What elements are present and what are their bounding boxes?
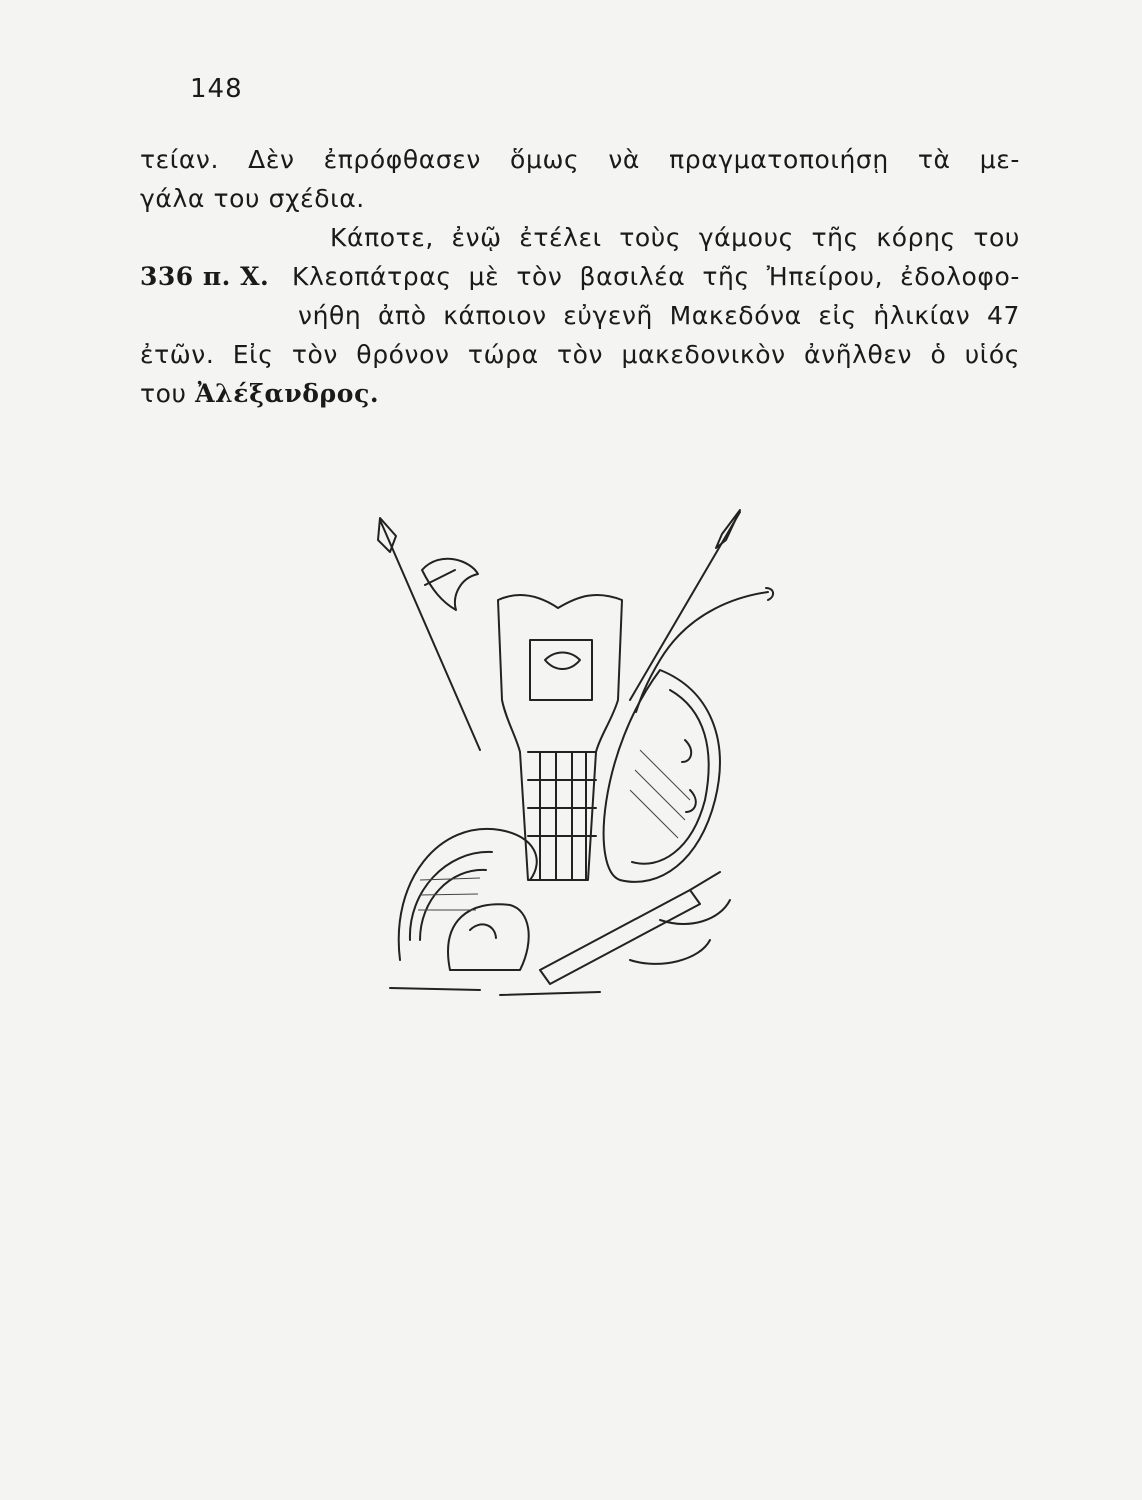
shield-drawing — [604, 670, 720, 882]
text-line: γάλα του σχέδια. — [140, 184, 365, 213]
sword-drawing — [540, 872, 730, 984]
marginal-date: 336 π. Χ. — [140, 262, 270, 291]
text-line: νήθη ἀπὸ κάποιον εὐγενῆ Μακεδόνα εἰς ἡλικίαν 47 — [298, 301, 1020, 330]
text-line: τείαν. Δὲν ἐπρόφθασεν ὅμως νὰ πραγματοποιήσῃ τὰ με- — [140, 145, 1020, 174]
text-line-last — [140, 374, 1020, 413]
text-line-prefix: του — [140, 379, 196, 408]
text-line: Κάποτε, ἐνῷ ἐτέλει τοὺς γάμους τῆς κόρης του — [330, 223, 1020, 252]
page-number: 148 — [190, 74, 243, 104]
body-text — [140, 140, 1020, 413]
alexander-name: Ἀλέξανδρος. — [195, 379, 380, 408]
armor-trophy-illustration — [360, 500, 780, 1010]
text-line: Κλεοπάτρας μὲ τὸν βασιλέα τῆς Ἠπείρου, ἐδολοφο- — [292, 262, 1020, 291]
ground-drawing — [390, 988, 600, 995]
text-line: ἐτῶν. Εἰς τὸν θρόνον τώρα τὸν μακεδονικὸν ἀνῆλθεν ὁ υἱός — [140, 340, 1020, 369]
helmet-drawing — [399, 829, 537, 970]
halberd-drawing — [378, 518, 480, 750]
